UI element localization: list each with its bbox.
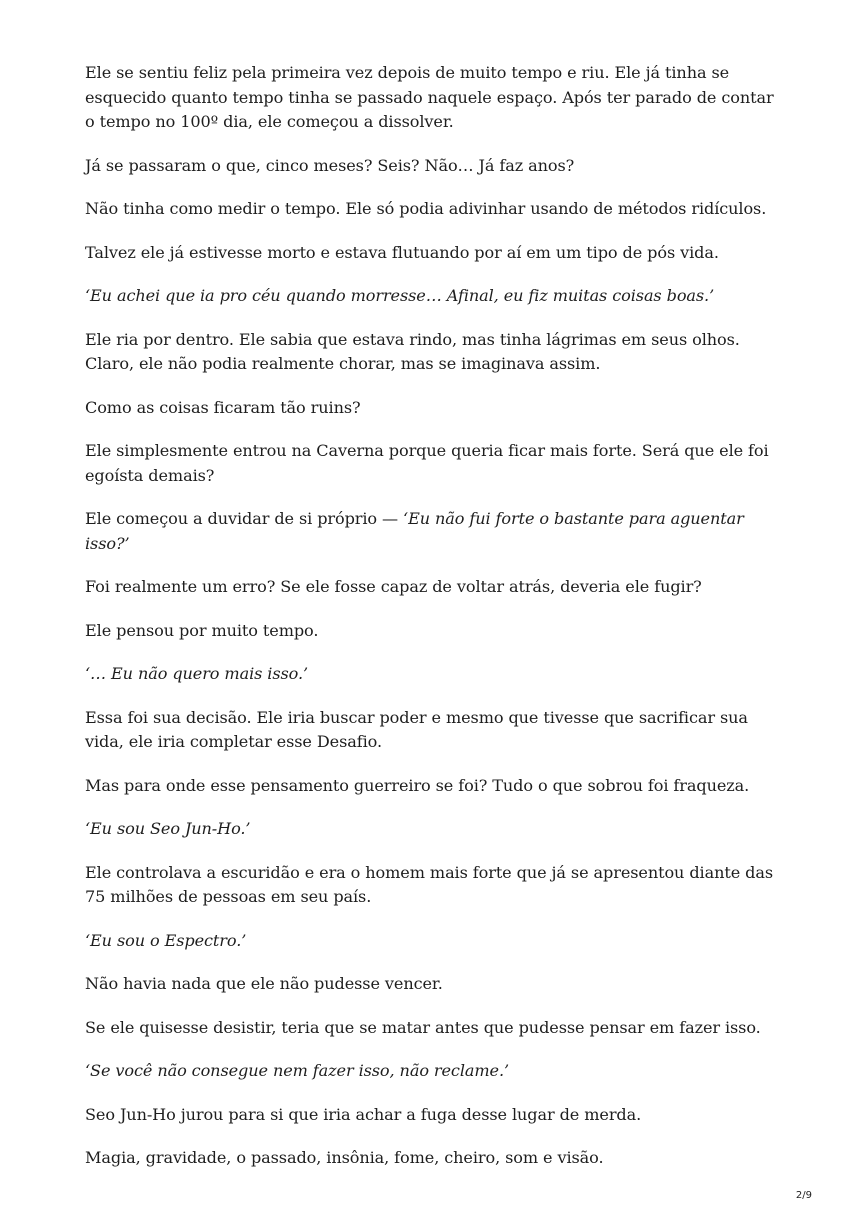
document-body [85,61,785,1190]
paragraph: Como as coisas ficaram tão ruins? [85,397,361,417]
thought-paragraph: ‘Se você não consegue nem fazer isso, não reclame.’ [85,1061,510,1080]
thought-paragraph: ‘Eu sou o Espectro.’ [85,930,247,950]
paragraph: Ele se sentiu feliz pela primeira vez depois de muito tempo e riu. Ele já tinha se esquecido quanto tempo tinha se passado naquele espaço. Após ter parado de contar o tempo no 100º dia, ele começou a dissolver. [85,63,774,131]
paragraph: Não tinha como medir o tempo. Ele só podia adivinhar usando de métodos ridículos. [85,199,767,218]
paragraph: Ele simplesmente entrou na Caverna porque queria ficar mais forte. Será que ele foi egoísta demais? [85,441,769,485]
paragraph: Ele ria por dentro. Ele sabia que estava rindo, mas tinha lágrimas em seus olhos. Claro, ele não podia realmente chorar, mas se imaginava assim. [85,329,740,373]
paragraph: Mas para onde esse pensamento guerreiro se foi? Tudo o que sobrou foi fraqueza. [85,775,750,795]
paragraph: Não havia nada que ele não pudesse vencer. [85,974,443,993]
paragraph: Foi realmente um erro? Se ele fosse capaz de voltar atrás, deveria ele fugir? [85,577,702,596]
paragraph: Seo Jun-Ho jurou para si que iria achar a fuga desse lugar de merda. [85,1104,642,1124]
paragraph: Talvez ele já estivesse morto e estava flutuando por aí em um tipo de pós vida. [85,242,719,262]
paragraph: Se ele quisesse desistir, teria que se matar antes que pudesse pensar em fazer isso. [85,1017,761,1037]
thought-text: ‘Eu não fui forte o bastante para aguentar isso?’ [85,509,744,553]
thought-paragraph: ‘Eu achei que ia pro céu quando morresse… Afinal, eu fiz muitas coisas boas.’ [85,286,715,305]
paragraph: Magia, gravidade, o passado, insônia, fome, cheiro, som e visão. [85,1148,604,1167]
thought-paragraph: ‘… Eu não quero mais isso.’ [85,664,308,683]
paragraph: Ele controlava a escuridão e era o homem mais forte que já se apresentou diante das 75 milhões de pessoas em seu país. [85,862,774,906]
mixed-paragraph [85,507,785,556]
paragraph: Essa foi sua decisão. Ele iria buscar poder e mesmo que tivesse que sacrificar sua vida, ele iria completar esse Desafio. [85,707,748,751]
paragraph: Ele pensou por muito tempo. [85,620,319,640]
paragraph-text: Ele começou a duvidar de si próprio — [85,509,404,528]
paragraph: Já se passaram o que, cinco meses? Seis? Não… Já faz anos? [85,155,575,175]
thought-paragraph: ‘Eu sou Seo Jun-Ho.’ [85,819,251,838]
page-number: 2/9 [795,1190,812,1201]
